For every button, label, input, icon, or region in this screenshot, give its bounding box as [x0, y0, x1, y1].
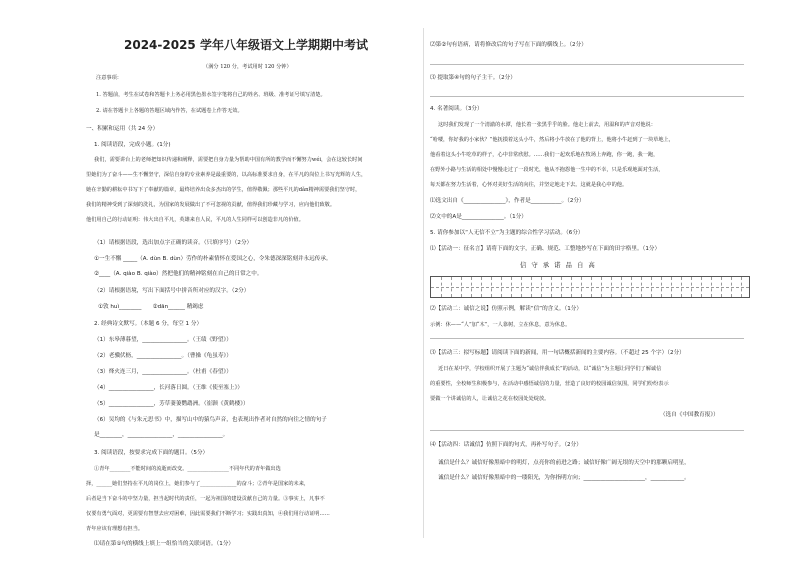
grid-col: [721, 277, 722, 297]
grid-col: [661, 277, 662, 297]
q2-item: （3）烽火连三月，________________。（杜甫《春望》）: [94, 369, 232, 375]
grid-col: [641, 277, 642, 297]
q5-sub4-a: 诚信是什么？诚信好像黑暗中的明灯，点亮你的前进之路；诚信好像广阔无垠的天空中的那颗启明星，: [438, 460, 690, 466]
grid-col: [551, 277, 552, 297]
q2-item: （5）________________，芳草萋萋鹦鹉洲。（崔颢《黄鹤楼》）: [94, 401, 249, 407]
q1-para-line: 我们，需要讲台上的老师把知识传递和阐释，需要把自身力量为帮助中国有所的教学而不懈努力wéi，会在这较长时间: [94, 157, 363, 163]
grid-col: [731, 277, 732, 297]
tianzige-grid[interactable]: [430, 276, 750, 298]
q2-item: （1）东皋薄暮望，________________。（王绩《野望》）: [94, 337, 232, 343]
q1-para-line: 我们的精神受到了深刻的洗礼，为国家的发展做出了不可忽视的贡献，值得我们珍藏与学习，应向他们致敬。: [86, 202, 336, 208]
q5-heading: 5. 请你参加以“人无信不立”为主题的综合性学习活动。（6分）: [430, 230, 584, 236]
q1-heading: 1. 阅读语段，完成小题。(1分): [94, 142, 171, 148]
q3-sub2: ⑵第②句有语病，请将修改后的句子写在下面的横线上。（2分）: [430, 42, 587, 48]
q5-news-line: 的重要性，全校师生积极参与，在活动中感悟诚信的力量，营造了良好的校园诚信氛围，同学们纷纷表示: [430, 381, 669, 387]
q5-sub4: ⑷【活动四：话诚信】仿照下面的句式，再补写句子。（2分）: [430, 442, 582, 448]
q3-sub1: ⑴请在第①句的横线上填上一组恰当的关联词语。（1分）: [94, 541, 235, 547]
grid-col: [471, 277, 472, 297]
column-divider: [423, 28, 424, 538]
grid-col: [671, 277, 672, 297]
grid-col: [461, 277, 462, 297]
q1-sub1-a: ①一生不懈 _____（A. dùn B. dùn）劳作的朴素情怀在爱国之心，令朱德深深铭刻并永远传承。: [94, 256, 332, 262]
q1-sub2-a: ①敦 huì________ ②dān______ 精竭虑: [98, 304, 204, 310]
q4-para-line: “哈喽，你好我的小家伙？”他抚摸着这头小牛，然后将小牛放在了他的背上，他将小牛赶到了一块草地上，: [430, 137, 674, 143]
q4-sub2: ⑵文中的A是_______________。（1分）: [430, 214, 527, 220]
grid-col: [451, 277, 452, 297]
notice-2: 2. 请在答题卡上各题的答题区域内作答，在试题卷上作答无效。: [96, 108, 243, 114]
answer-line: [430, 430, 744, 431]
q4-sub1: ⑴选文出自《_______________》，作者是___________。（2分）: [430, 198, 585, 204]
q1-sub2: （2）请根据语境，写出下面括号中拼音所对应的汉字。（2分）: [94, 288, 250, 294]
right-column: [430, 0, 750, 562]
q3-para-line: 后者是当下奋斗的中坚力量，担当起时代的责任，一起为祖国的建设贡献自己的力量。③事实上，凡事不: [86, 496, 325, 502]
q5-news-source: （选自《中国教育报》）: [660, 412, 719, 418]
q1-para-line: 她在辛勤的耕耘中书写下了奉献的篇章，最终培养出众多杰出的学生，值得敬佩；那些平凡的dǎn精神需要我们坚守时，: [86, 187, 361, 193]
q2-item: （6）吴均的《与朱元思书》中，描写山中的猿鸟声音，也表现出作者对自然的向往之情的句子: [94, 417, 327, 423]
q5-sub1: ⑴【活动一：征名言】请将下面的文字，正确、规范、工整地抄写在下面的田字格里。（1分）: [430, 246, 661, 252]
exam-subtitle: （满分 120 分，考试用时 120 分钟）: [203, 64, 292, 70]
grid-col: [521, 277, 522, 297]
q3-para-line: 择，______她们坚持在平凡的岗位上，她们参与了______________的奋斗；②青年是国家的未来，: [86, 481, 310, 487]
grid-col: [681, 277, 682, 297]
q4-para-line: 他看着这头小牛吃草的样子，心中非常欣慰。……我们一起欢乐地在牧场上奔跑，你一跑，我一跑，: [430, 152, 659, 158]
q1-para-line: 他们用自己的行动证明：伟大出自平凡，英雄来自人民，平凡的人生同样可以创造非凡的价值。: [86, 217, 304, 223]
answer-line: [430, 64, 744, 65]
q2-heading: 2. 经典诗文默写。（本题 6 分，每空 1 分）: [94, 321, 203, 327]
grid-col: [441, 277, 442, 297]
q3-sub3: ⑶ 提取第④句的句子主干。（2分）: [430, 75, 516, 81]
q3-para-line: 青年应该有理想有担当。: [86, 526, 144, 532]
grid-col: [701, 277, 702, 297]
grid-col: [481, 277, 482, 297]
q5-news-line: 要做一个讲诚信的人，让诚信之花在校园处处绽放。: [430, 396, 550, 402]
grid-col: [691, 277, 692, 297]
grid-col: [511, 277, 512, 297]
section-1-heading: 一、积累和运用（共 24 分）: [86, 126, 159, 132]
grid-col: [711, 277, 712, 297]
grid-col: [531, 277, 532, 297]
grid-col: [581, 277, 582, 297]
grid-col: [571, 277, 572, 297]
q1-para-line: 里她们为了奋斗——生不懈坚守，深信自身的专业素养是最重要的，以高标准要求自身，在平凡的岗位上书写光辉的人生，: [86, 172, 367, 178]
q5-sub2: ⑵【活动二：诚信之说】仿照示例，解读“信”的含义。（1分）: [430, 306, 582, 312]
q3-para-line: 仅要有勇气面对，更需要有智慧去应对困难，因此需要我们不断学习；实践出真知，④我们用行动证明……: [86, 511, 330, 517]
q2-item-cont: 是________，________________，________________。: [94, 432, 229, 438]
q5-sub2-example: 示例：休——“人”加“木”，一人靠树，立在休息，意为休息。: [430, 322, 571, 328]
grid-col: [541, 277, 542, 297]
q1-sub1-b: ②____（A. qiào B. qiào）然把他们的精神铭刻在自己的日常之中。: [94, 271, 263, 277]
grid-col: [591, 277, 592, 297]
q5-sub3: ⑶【活动三：拟写标题】请阅读下面的新闻，用一句话概括新闻的主要内容。（不超过 25 个字）（2分）: [430, 350, 685, 356]
answer-line: [430, 96, 744, 97]
left-column: [86, 0, 416, 562]
grid-col: [601, 277, 602, 297]
q5-sub4-b: 诚信是什么？诚信好像黑暗中的一缕阳光，为你指明方向；______________________，____________。: [438, 475, 690, 481]
notice-heading: 注意事项：: [96, 75, 122, 81]
q4-para-line: 这时我们发现了一个清澈的水潭，他长着一张黑乎乎的脸。他走上前去，用温和的声音对他说：: [438, 122, 656, 128]
q1-sub1: （1）请根据语段，选出加点字正确的读音。（只填序号）（2分）: [94, 240, 253, 246]
exam-title: 2024-2025 学年八年级语文上学期期中考试: [124, 38, 368, 52]
grid-col: [741, 277, 742, 297]
q2-item: （2）老骥伏枥，________________。（曹操《龟虽寿》）: [94, 353, 232, 359]
grid-col: [561, 277, 562, 297]
q4-para-line: 每天都在努力生活着，心怀对美好生活的向往，并坚定地走下去。这就是我心中的他。: [430, 182, 628, 188]
q3-heading: 3. 阅读语段，按要求完成下面的题目。（5分）: [94, 450, 209, 456]
q5-news-line: 近日在某中学，学校组织开展了主题为“诚信伴我成长”的活动，以“诚信”为主题让同学们了解诚信: [438, 366, 662, 372]
notice-1: 1. 答题前，考生在试卷和答题卡上务必用黑色墨水签字笔将自己的姓名、班级、准考证号填写清楚。: [96, 92, 326, 98]
q4-para-line: 在野外小路与生活的相处中慢慢走过了一段时光，他从不抱怨他一生中的不幸，只是乐观地面对生活，: [430, 167, 664, 173]
q3-para-line: ①青年________不能时间的流逝而改变。________________不同年代的青年做出选: [94, 466, 281, 472]
grid-prompt-text: 信守承诺品自高: [520, 261, 600, 269]
answer-line: [430, 338, 744, 339]
grid-col: [491, 277, 492, 297]
q2-item: （4）________________，长河落日圆。（王维《使至塞上》）: [94, 385, 243, 391]
grid-col: [631, 277, 632, 297]
grid-col: [501, 277, 502, 297]
q4-heading: 4. 名著阅读。（3分）: [430, 106, 483, 112]
grid-col: [611, 277, 612, 297]
grid-col: [651, 277, 652, 297]
grid-col: [621, 277, 622, 297]
